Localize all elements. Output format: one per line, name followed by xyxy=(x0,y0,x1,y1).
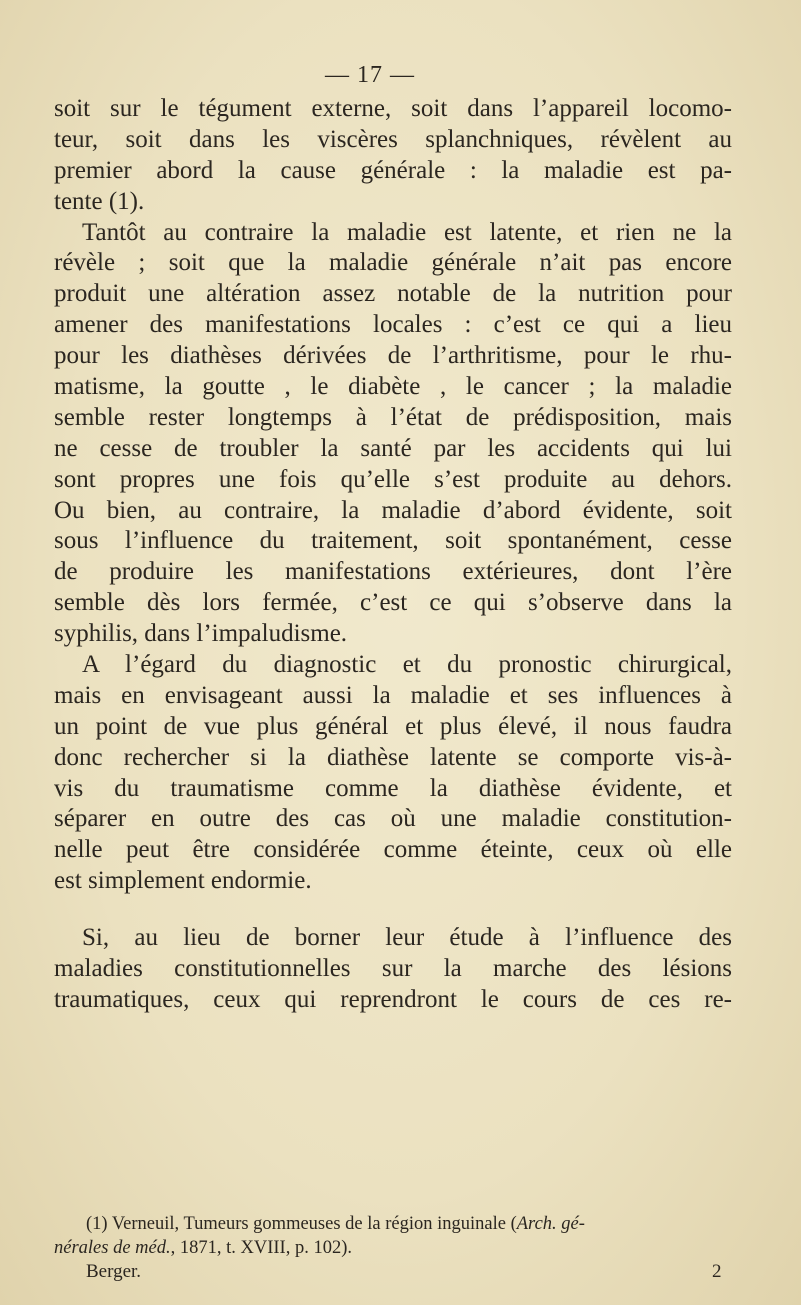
text-line: Tantôt au contraire la maladie est latente, et rien ne la xyxy=(82,218,732,246)
text-line: maladies constitutionnelles sur la marche des lésions xyxy=(54,955,732,983)
text-line: Ou bien, au contraire, la maladie d’abord évidente, soit xyxy=(54,496,732,524)
text-line: est simplement endormie. xyxy=(54,867,312,895)
text-line: A l’égard du diagnostic et du pronostic chirurgical, xyxy=(82,651,732,679)
sheet-number: 2 xyxy=(712,1261,722,1282)
signature-line xyxy=(54,1260,732,1284)
text-line: semble dès lors fermée, c’est ce qui s’observe dans la xyxy=(54,589,732,617)
paragraph-gap xyxy=(54,897,732,923)
text-line: révèle ; soit que la maladie générale n’ait pas encore xyxy=(54,249,732,277)
text-line: semble rester longtemps à l’état de prédisposition, mais xyxy=(54,403,732,431)
text-line: sont propres une fois qu’elle s’est produite au dehors. xyxy=(54,465,732,493)
footnote-text: (1) Verneuil, Tumeurs gommeuses de la région inguinale ( xyxy=(86,1214,517,1234)
text-line: vis du traumatisme comme la diathèse évidente, et xyxy=(54,774,732,802)
text-line: nelle peut être considérée comme éteinte, ceux où elle xyxy=(54,836,732,864)
text-line: traumatiques, ceux qui reprendront le cours de ces re- xyxy=(54,985,732,1013)
text-line: amener des manifestations locales : c’est ce qui a lieu xyxy=(54,311,732,339)
text-line: ne cesse de troubler la santé par les accidents qui lui xyxy=(54,434,732,462)
text-line: Si, au lieu de borner leur étude à l’influence des xyxy=(82,924,732,952)
text-line: sous l’influence du traitement, soit spontanément, cesse xyxy=(54,527,732,555)
printer-signature: Berger. xyxy=(86,1261,142,1282)
footnote-line xyxy=(54,1237,732,1261)
footnote-line xyxy=(54,1213,732,1237)
text-line: de produire les manifestations extérieures, dont l’ère xyxy=(54,558,732,586)
text-line: donc rechercher si la diathèse latente se comporte vis-à- xyxy=(54,743,732,771)
body-text xyxy=(54,94,732,1016)
text-line: séparer en outre des cas où une maladie constitution- xyxy=(54,805,732,833)
footnote-text: , 1871, t. XVIII, p. 102). xyxy=(170,1237,353,1258)
text-line: syphilis, dans l’impaludisme. xyxy=(54,620,348,648)
text-line: produit une altération assez notable de la nutrition pour xyxy=(54,280,732,308)
text-line: premier abord la cause générale : la maladie est pa- xyxy=(54,156,732,184)
text-line: teur, soit dans les viscères splanchniques, révèlent au xyxy=(54,125,732,153)
text-line: pour les diathèses dérivées de l’arthritisme, pour le rhu- xyxy=(54,342,732,370)
text-line: mais en envisageant aussi la maladie et ses influences à xyxy=(54,681,732,709)
text-line: soit sur le tégument externe, soit dans l’appareil locomo- xyxy=(54,95,732,122)
text-line: matisme, la goutte , le diabète , le cancer ; la maladie xyxy=(54,373,732,401)
page-number: — 17 — xyxy=(325,62,415,88)
text-line: un point de vue plus général et plus élevé, il nous faudra xyxy=(54,712,732,740)
footnote-journal: Arch. gé- xyxy=(516,1214,585,1234)
footnote-journal: nérales de méd. xyxy=(54,1237,171,1258)
text-line: tente (1). xyxy=(54,187,145,215)
footnotes xyxy=(54,1213,732,1284)
